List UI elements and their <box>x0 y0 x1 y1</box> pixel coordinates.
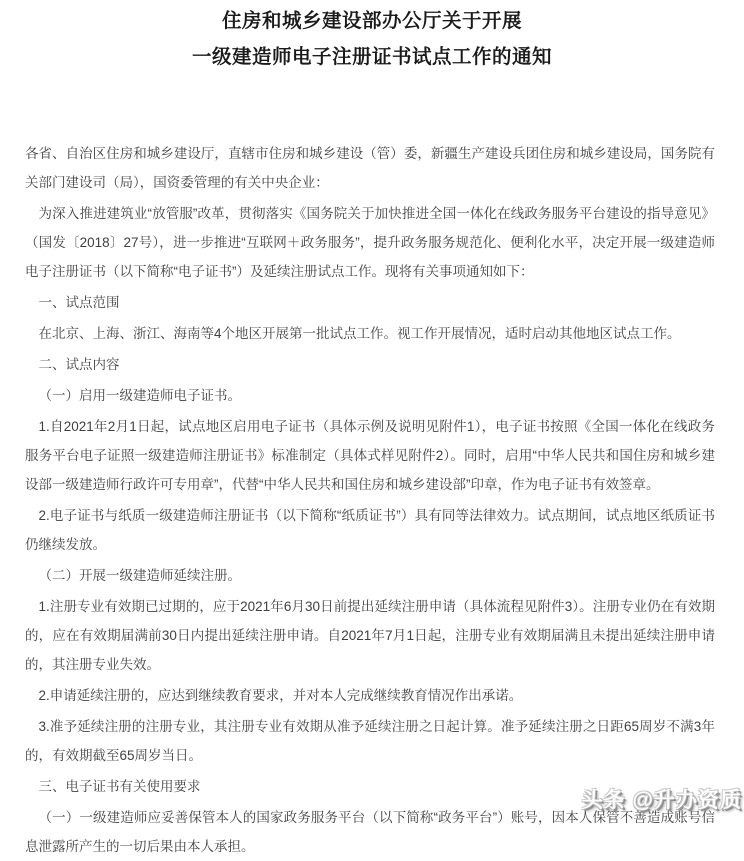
section-heading-3: 三、电子证书有关使用要求 <box>38 779 201 794</box>
paragraph-renewal-validity: 3.准予延续注册的注册专业，其注册专业有效期从准予延续注册之日起计算。准予延续注册之日距65周岁不满3年的，有效期截至65周岁当日。 <box>25 719 715 763</box>
intro-paragraph: 为深入推进建筑业“放管服”改革，贯彻落实《国务院关于加快推进全国一体化在线政务服务平台建设的指导意见》（国发〔2018〕27号），进一步推进“互联网＋政务服务”，提升政务服务规范化、便利化水平，决定开展一级建造师电子注册证书（以下简称“电子证书”）及延续注册试点工作。现将有关事项通知如下： <box>25 206 715 279</box>
section-heading-2: 二、试点内容 <box>38 357 120 372</box>
paragraph-ecert-legal-effect: 2.电子证书与纸质一级建造师注册证书（以下简称“纸质证书”）具有同等法律效力。试点期间，试点地区纸质证书仍继续发放。 <box>25 508 715 552</box>
document-title-line-2: 一级建造师电子注册证书试点工作的通知 <box>191 46 552 68</box>
paragraph-renewal-education: 2.申请延续注册的，应达到继续教育要求，并对本人完成继续教育情况作出承诺。 <box>38 688 523 703</box>
document-title <box>0 0 744 75</box>
document-title-line-1: 住房和城乡建设部办公厅关于开展 <box>221 10 522 32</box>
paragraph-renewal-deadline: 1.注册专业有效期已过期的，应于2021年6月30日前提出延续注册申请（具体流程见附件3）。注册专业仍在有效期的，应在有效期届满前30日内提出延续注册申请。自2021年7月1日起，注册专业有效期届满且未提出延续注册申请的，其注册专业失效。 <box>25 599 715 672</box>
paragraph-ecert-launch: 1.自2021年2月1日起，试点地区启用电子证书（具体示例及说明见附件1），电子证书按照《全国一体化在线政务服务平台电子证照一级建造师注册证书》标准制定（具体式样见附件2）。同时，启用“中华人民共和国住房和城乡建设部一级建造师行政许可专用章”，代替“中华人民共和国住房和城乡建设部”印章，作为电子证书有效签章。 <box>25 419 715 492</box>
subsection-heading-2-2: （二）开展一级建造师延续注册。 <box>38 568 241 583</box>
toutiao-watermark: 头条 @升办资质 <box>581 789 742 812</box>
section-heading-1: 一、试点范围 <box>38 295 120 310</box>
document-body <box>0 139 744 861</box>
paragraph-account-safekeeping: （一）一级建造师应妥善保管本人的国家政务服务平台（以下简称“政务平台”）账号，因本人保管不善造成账号信息泄露所产生的一切后果由本人承担。 <box>25 810 715 854</box>
salutation-paragraph: 各省、自治区住房和城乡建设厅，直辖市住房和城乡建设（管）委，新疆生产建设兵团住房和城乡建设局，国务院有关部门建设司（局），国资委管理的有关中央企业： <box>25 146 715 190</box>
subsection-heading-2-1: （一）启用一级建造师电子证书。 <box>38 388 241 403</box>
paragraph-pilot-scope: 在北京、上海、浙江、海南等4个地区开展第一批试点工作。视工作开展情况，适时启动其他地区试点工作。 <box>38 326 681 341</box>
